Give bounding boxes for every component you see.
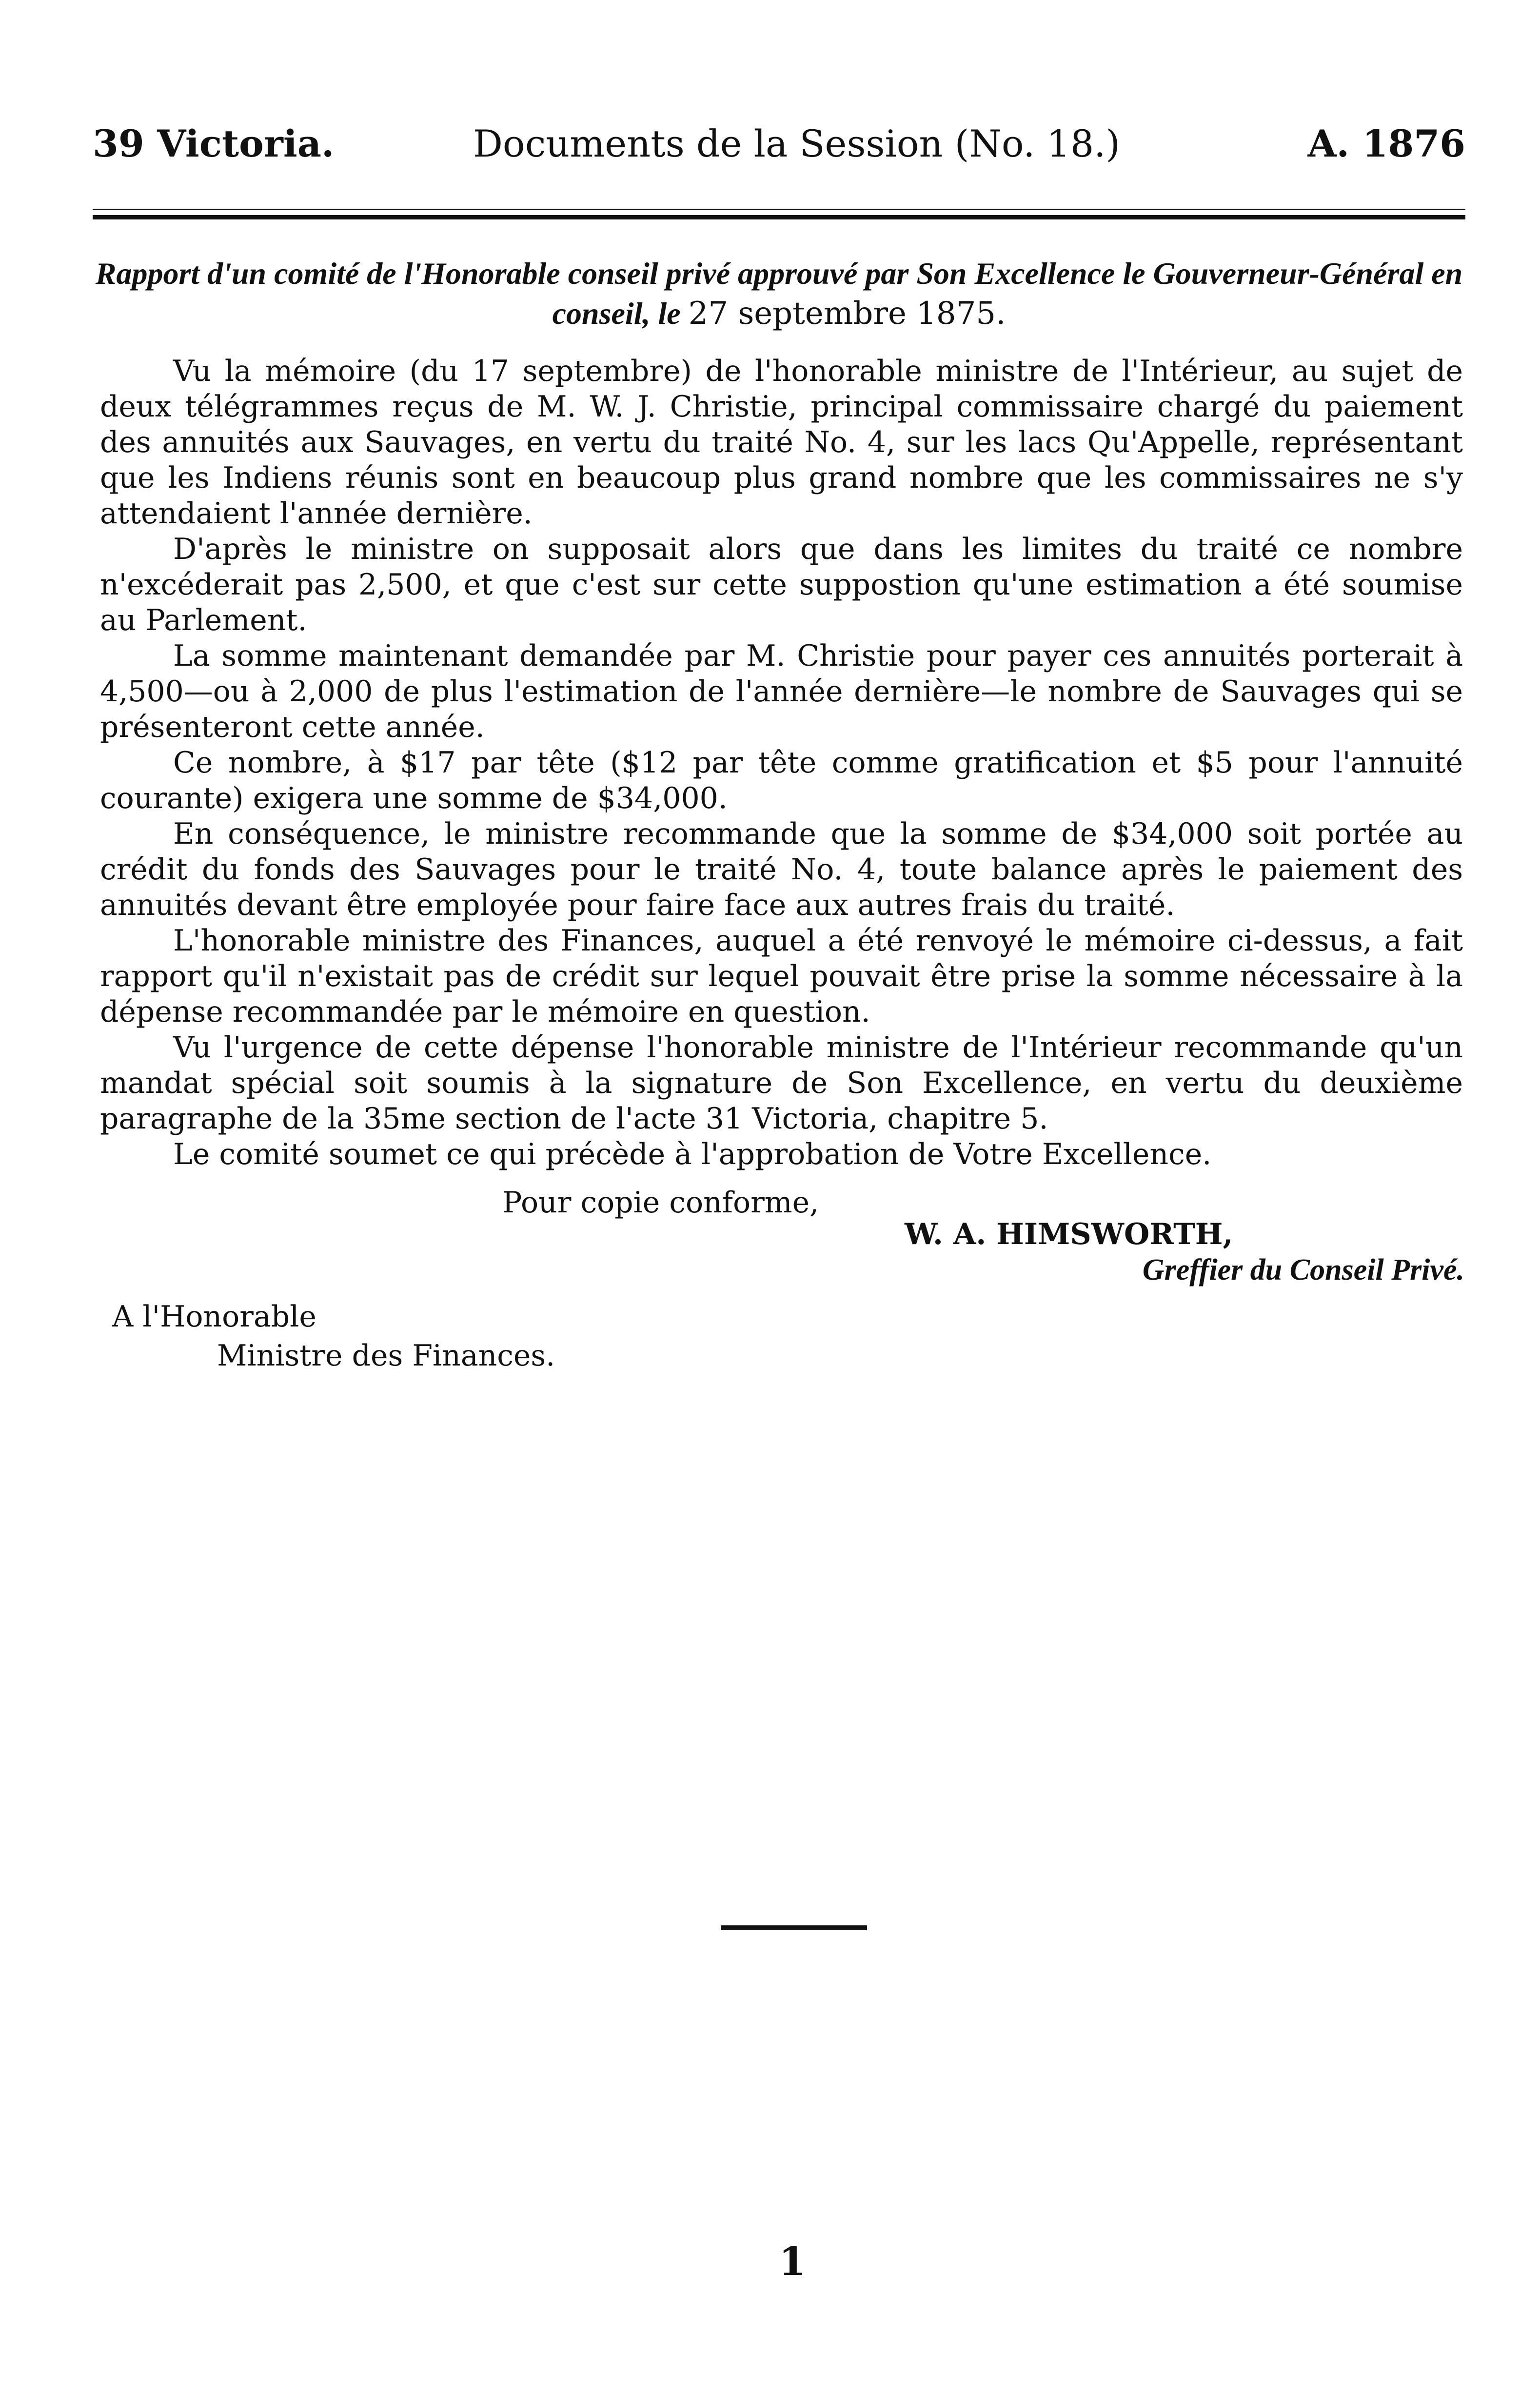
report-intro	[93, 254, 1465, 334]
paragraph: L'honorable ministre des Finances, auquel a été renvoyé le mémoire ci-dessus, a fait rapport qu'il n'existait pas de crédit sur lequel pouvait être prise la somme nécessaire à la dépense recommandée par le mémoire en question.	[100, 924, 1463, 1029]
paragraph: En conséquence, le ministre recommande que la somme de $34,000 soit portée au crédit du fonds des Sauvages pour le traité No. 4, toute balance après le paiement des annuités devant être employée pour faire face aux autres frais du traité.	[100, 817, 1463, 922]
addressee	[112, 1297, 555, 1375]
closing-line: Pour copie conforme,	[502, 1186, 819, 1220]
addressee-line-2: Ministre des Finances.	[217, 1339, 555, 1373]
paragraph: D'après le ministre on supposait alors que dans les limites du traité ce nombre n'excéderait pas 2,500, et que c'est sur cette suppostion qu'une estimation a été soumise au Parlement.	[100, 532, 1463, 637]
page-number: 1	[779, 2238, 806, 2284]
paragraph: Vu l'urgence de cette dépense l'honorable ministre de l'Intérieur recommande qu'un mandat spécial soit soumis à la signature de Son Excellence, en vertu du deuxième paragraphe de la 35me section de l'acte 31 Victoria, chapitre 5.	[100, 1030, 1463, 1136]
header-year: A. 1876	[1307, 122, 1465, 165]
intro-text: Rapport d'un comité de l'Honorable conseil privé approuvé par Son Excellence le Gouverneur-Général en conseil, le	[95, 256, 1463, 331]
paragraph: Le comité soumet ce qui précède à l'approbation de Votre Excellence.	[173, 1137, 1212, 1171]
signature-title: Greffier du Conseil Privé.	[1142, 1253, 1464, 1287]
paragraph: Ce nombre, à $17 par tête ($12 par tête comme gratification et $5 pour l'annuité courante) exigera une somme de $34,000.	[100, 746, 1463, 815]
header-volume: 39 Victoria.	[93, 122, 335, 165]
report-body	[100, 354, 1463, 1172]
running-header	[93, 117, 1465, 171]
footer-rule	[721, 1925, 867, 1930]
header-rule-thin	[93, 209, 1465, 210]
addressee-line-1: A l'Honorable	[112, 1300, 316, 1334]
paragraph: La somme maintenant demandée par M. Christie pour payer ces annuités porterait à 4,500—ou à 2,000 de plus l'estimation de l'année dernière—le nombre de Sauvages qui se présenteront cette année.	[100, 639, 1463, 744]
intro-date: 27 septembre 1875.	[688, 296, 1006, 332]
header-rule-thick	[93, 215, 1465, 219]
header-title: Documents de la Session (No. 18.)	[473, 122, 1121, 165]
signature-name: W. A. HIMSWORTH,	[905, 1217, 1233, 1251]
paragraph: Vu la mémoire (du 17 septembre) de l'honorable ministre de l'Intérieur, au sujet de deux télégrammes reçus de M. W. J. Christie, principal commissaire chargé du paiement des annuités aux Sauvages, en vertu du traité No. 4, sur les lacs Qu'Appelle, représentant que les Indiens réunis sont en beaucoup plus grand nombre que les commissaires ne s'y attendaient l'année dernière.	[100, 354, 1463, 531]
